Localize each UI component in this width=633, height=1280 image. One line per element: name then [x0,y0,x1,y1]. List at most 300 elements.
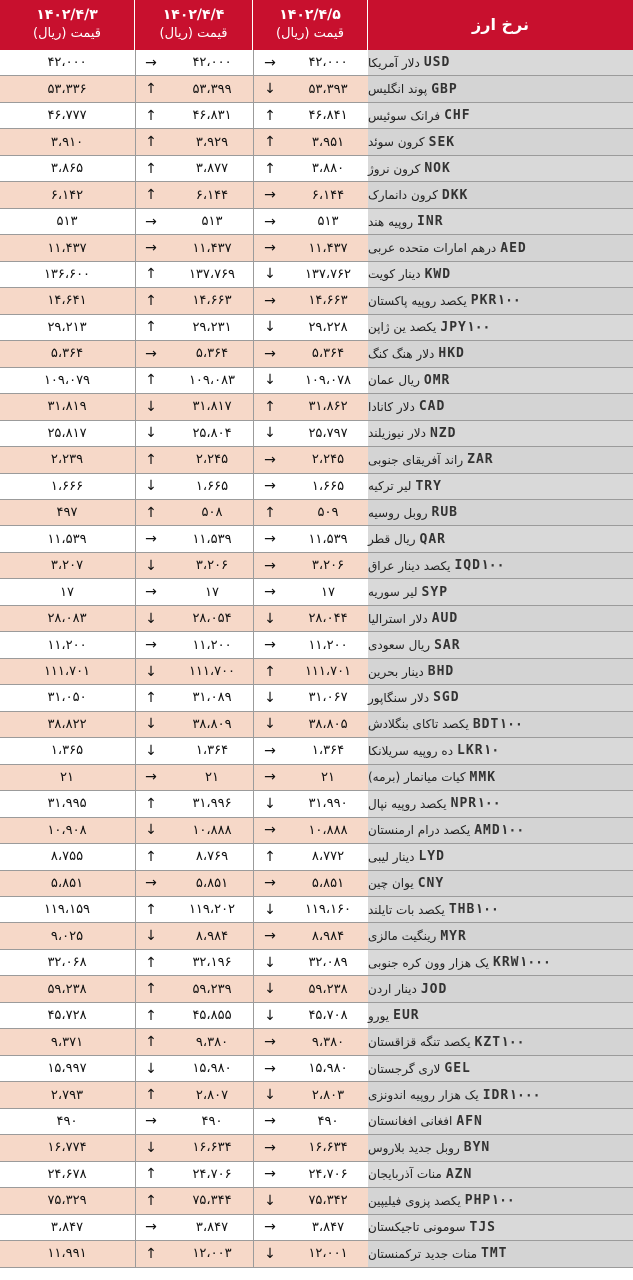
trend-arrow-icon: ↑ [264,134,276,151]
trend-arrow-icon: ↓ [264,425,276,442]
trend-arrow-icon: ↓ [264,372,276,389]
price-day1: ۱۵،۹۸۰ [308,1061,348,1077]
column-divider [253,156,254,181]
price-day1: ۱۱،۴۳۷ [308,240,348,256]
price-day1: ۳۸،۸۰۵ [308,716,348,732]
price-day1: ۲۵،۷۹۷ [308,425,348,441]
price-day1: ۵۰۹ [317,505,339,521]
currency-code: KZT۱۰۰ [474,1034,525,1050]
price-day2: ۳۲،۱۹۶ [192,955,232,971]
table-row [0,712,633,738]
column-divider [253,50,254,75]
currency-name: یوان چین [368,876,414,891]
price-day1: ۱۱،۲۰۰ [308,637,348,653]
trend-arrow-icon: → [145,345,157,362]
currency-code: DKK [441,187,469,203]
currency-name-cell [368,1029,633,1054]
currency-name-cell [368,632,633,657]
trend-arrow-icon: ↑ [145,1007,157,1024]
price-day3: ۵۱۳ [56,214,78,230]
trend-arrow-icon: ↑ [145,319,157,336]
price-day1: ۱۶،۶۳۴ [308,1140,348,1156]
column-divider [253,791,254,816]
price-day1: ۱۰۹،۰۷۸ [304,372,352,388]
currency-name: دلار استرالیا [368,611,428,626]
currency-name-cell [368,526,633,551]
column-divider [253,526,254,551]
currency-code: BHD [427,664,455,680]
currency-name-cell [368,1162,633,1187]
trend-arrow-icon: ↑ [264,663,276,680]
column-divider [253,315,254,340]
table-row [0,1003,633,1029]
currency-code: MYR [440,928,467,944]
currency-name-cell [368,262,633,287]
header-unit-1: قیمت (ریال) [276,26,344,41]
currency-code: ZAR [467,452,494,468]
currency-name: درهم امارات متحده عربی [368,241,497,256]
trend-arrow-icon: ↑ [145,981,157,998]
currency-name-cell [368,368,633,393]
trend-arrow-icon: ↑ [264,504,276,521]
price-day1: ۸،۷۷۲ [311,849,345,865]
trend-arrow-icon: ↓ [264,1087,276,1104]
currency-name-cell [368,182,633,207]
price-day2: ۸،۷۶۹ [195,849,229,865]
price-day1: ۳،۲۰۶ [311,558,345,574]
currency-code: MMK [469,769,497,785]
currency-name: لیر ترکیه [368,479,412,494]
currency-code: BDT۱۰۰ [472,716,523,732]
table-row [0,844,633,870]
header-date-2-text: ۱۴۰۲/۴/۴ [162,7,225,23]
table-row [0,632,633,658]
trend-arrow-icon: ↓ [145,425,157,442]
price-day2: ۱۱،۵۳۹ [192,531,232,547]
price-day1: ۳۱،۸۶۲ [308,399,348,415]
column-divider [253,738,254,763]
price-day2: ۱۱،۲۰۰ [192,637,232,653]
price-day3: ۴۹۷ [56,505,78,521]
table-row [0,262,633,288]
price-day1: ۵۳،۳۹۳ [308,81,348,97]
price-day1: ۲۸،۰۴۴ [308,611,348,627]
trend-arrow-icon: → [264,478,276,495]
table-row [0,421,633,447]
currency-code: GBP [431,81,458,97]
currency-code: LKR۱۰ [457,743,500,759]
price-day2: ۱۵،۹۸۰ [192,1061,232,1077]
column-divider [253,394,254,419]
price-day2: ۵۰۸ [201,505,223,521]
price-day3: ۳،۹۱۰ [50,134,84,150]
price-day1: ۱۲،۰۰۱ [308,1246,348,1262]
table-row [0,897,633,923]
column-divider [253,1003,254,1028]
price-day2: ۳،۲۰۶ [195,558,229,574]
trend-arrow-icon: ↑ [145,292,157,309]
price-day3: ۱۶،۷۷۴ [47,1140,87,1156]
table-row [0,1241,633,1267]
header-date-1-text: ۱۴۰۲/۴/۵ [279,7,341,23]
currency-name: ده روپیه سریلانکا [368,743,454,758]
currency-name-cell [368,288,633,313]
price-day3: ۸،۷۵۵ [50,849,84,865]
trend-arrow-icon: ↑ [145,81,157,98]
price-day3: ۹،۳۷۱ [50,1034,84,1050]
header-title [368,0,633,50]
table-row [0,235,633,261]
column-divider [253,871,254,896]
trend-arrow-icon: ↓ [264,1007,276,1024]
price-day2: ۱۰۹،۰۸۳ [188,372,236,388]
price-day2: ۳۱،۹۹۶ [192,796,232,812]
price-day2: ۵،۸۵۱ [195,875,229,891]
table-row [0,659,633,685]
column-divider [253,1135,254,1160]
price-day3: ۴۹۰ [56,1113,78,1129]
trend-arrow-icon: → [264,345,276,362]
trend-arrow-icon: → [264,1219,276,1236]
price-day3: ۹،۰۲۵ [50,928,84,944]
trend-arrow-icon: ↑ [264,107,276,124]
trend-arrow-icon: ↓ [264,954,276,971]
currency-code: RUB [431,505,459,521]
currency-name: یکصد تاکای بنگلادش [368,717,469,732]
trend-arrow-icon: → [264,1060,276,1077]
currency-name: یکصد درام ارمنستان [368,823,471,838]
price-day2: ۴۶،۸۳۱ [192,108,232,124]
trend-arrow-icon: ↓ [264,81,276,98]
column-divider [253,182,254,207]
trend-arrow-icon: → [145,1219,157,1236]
trend-arrow-icon: → [264,1034,276,1051]
price-day1: ۹،۳۸۰ [311,1034,345,1050]
trend-arrow-icon: ↑ [145,160,157,177]
currency-name: یکصد بات تایلند [368,902,445,917]
currency-name: دلار هنگ کنگ [368,346,435,361]
column-divider [253,1188,254,1213]
trend-arrow-icon: → [264,187,276,204]
currency-name-cell [368,765,633,790]
column-divider [253,606,254,631]
column-divider [253,421,254,446]
price-day1: ۱۳۷،۷۶۲ [304,266,352,282]
price-day3: ۳۱،۹۹۵ [47,796,87,812]
currency-code: PHP۱۰۰ [464,1193,515,1209]
price-day1: ۸،۹۸۴ [311,928,345,944]
price-day3: ۱۱،۵۳۹ [47,531,87,547]
table-row [0,315,633,341]
column-divider [253,553,254,578]
price-day2: ۲،۲۴۵ [195,452,229,468]
trend-arrow-icon: ↓ [145,822,157,839]
trend-arrow-icon: → [145,1113,157,1130]
currency-name: لیر سوریه [368,585,418,600]
trend-arrow-icon: ↓ [145,1139,157,1156]
price-day2: ۵،۳۶۴ [195,346,229,362]
currency-code: AFN [456,1113,483,1129]
price-day2: ۱۷ [205,584,219,600]
trend-arrow-icon: ↓ [264,795,276,812]
column-divider [253,1215,254,1240]
column-divider [253,685,254,710]
trend-arrow-icon: ↓ [264,901,276,918]
currency-name-cell [368,129,633,154]
currency-name-cell [368,394,633,419]
currency-name-cell [368,1056,633,1081]
table-row [0,368,633,394]
trend-arrow-icon: ↓ [145,716,157,733]
table-row [0,871,633,897]
price-day2: ۳،۸۷۷ [195,161,229,177]
price-day3: ۱۱۹،۱۵۹ [43,902,91,918]
table-row [0,129,633,155]
currency-name: سومونی تاجیکستان [368,1220,466,1235]
table-row [0,1056,633,1082]
table-row [0,1162,633,1188]
trend-arrow-icon: → [145,875,157,892]
trend-arrow-icon: → [264,1113,276,1130]
price-day1: ۵،۳۶۴ [311,346,345,362]
price-day2: ۲،۸۰۷ [195,1087,229,1103]
price-day3: ۱۱،۹۹۱ [47,1246,87,1262]
trend-arrow-icon: → [145,240,157,257]
currency-name-cell [368,923,633,948]
price-day2: ۱۱،۴۳۷ [192,240,232,256]
trend-arrow-icon: ↓ [145,398,157,415]
column-divider [253,1082,254,1107]
currency-name: یکصد روپیه پاکستان [368,293,467,308]
table-row [0,50,633,76]
currency-name: دینار لیبی [368,849,415,864]
price-day1: ۳،۸۸۰ [311,161,345,177]
price-day1: ۶،۱۴۴ [311,187,345,203]
table-row [0,685,633,711]
column-divider [253,288,254,313]
trend-arrow-icon: → [264,875,276,892]
trend-arrow-icon: ↓ [145,742,157,759]
currency-code: AZN [445,1166,473,1182]
header-title-text: نرخ ارز [472,15,529,34]
table-row [0,526,633,552]
currency-name: دلار آمریکا [368,55,420,70]
trend-arrow-icon: ↓ [145,1060,157,1077]
price-day1: ۳،۹۵۱ [311,134,345,150]
currency-name: یکصد روپیه نپال [368,796,447,811]
currency-name-cell [368,844,633,869]
currency-code: BYN [463,1140,491,1156]
price-day3: ۱۳۶،۶۰۰ [43,266,91,282]
currency-name-cell [368,897,633,922]
price-day3: ۲۸،۰۸۳ [47,611,87,627]
trend-arrow-icon: → [264,557,276,574]
currency-code: JOD [420,981,448,997]
price-day2: ۱،۶۶۵ [195,478,229,494]
trend-arrow-icon: → [264,213,276,230]
trend-arrow-icon: ↓ [264,689,276,706]
currency-name-cell [368,1215,633,1240]
trend-arrow-icon: ↓ [264,1192,276,1209]
currency-name-cell [368,1003,633,1028]
price-day3: ۳۱،۸۱۹ [47,399,87,415]
trend-arrow-icon: ↓ [264,319,276,336]
trend-arrow-icon: → [264,531,276,548]
column-divider [253,1029,254,1054]
currency-name: یکصد تنگه قزاقستان [368,1035,471,1050]
column-divider [253,632,254,657]
currency-code: SEK [428,134,456,150]
currency-name-cell [368,1135,633,1160]
trend-arrow-icon: ↑ [145,134,157,151]
price-day1: ۱۱۹،۱۶۰ [304,902,352,918]
currency-name-cell [368,791,633,816]
price-day2: ۲۴،۷۰۶ [192,1166,232,1182]
trend-arrow-icon: ↑ [145,1245,157,1262]
currency-code: IQD۱۰۰ [454,558,505,574]
price-day3: ۳،۲۰۷ [50,558,84,574]
rates-table [0,50,633,1268]
trend-arrow-icon: ↑ [145,266,157,283]
trend-arrow-icon: ↑ [145,1087,157,1104]
price-day1: ۱۰،۸۸۸ [308,822,348,838]
trend-arrow-icon: → [264,1166,276,1183]
currency-name: افغانی افغانستان [368,1114,453,1129]
price-day1: ۴۲،۰۰۰ [308,55,348,71]
currency-name-cell [368,103,633,128]
currency-code: OMR [423,372,451,388]
header-date-3 [0,0,135,50]
column-divider [253,341,254,366]
price-day3: ۲۱ [60,769,74,785]
price-day2: ۳،۹۲۹ [195,134,229,150]
column-divider [253,103,254,128]
price-day1: ۴۵،۷۰۸ [308,1008,348,1024]
price-day2: ۲۸،۰۵۴ [192,611,232,627]
currency-name-cell [368,871,633,896]
trend-arrow-icon: → [145,213,157,230]
currency-name-cell [368,976,633,1001]
price-day3: ۳۲،۰۶۸ [47,955,87,971]
trend-arrow-icon: → [264,1139,276,1156]
price-day3: ۱۷ [60,584,74,600]
column-divider [253,712,254,737]
currency-name: یک هزار وون کره جنوبی [368,955,490,970]
currency-name: پوند انگلیس [368,82,428,97]
column-divider [253,474,254,499]
currency-code: CNY [417,875,445,891]
price-day1: ۱۴،۶۶۳ [308,293,348,309]
price-day1: ۳۲،۰۸۹ [308,955,348,971]
price-day1: ۴۹۰ [317,1113,339,1129]
price-day1: ۲۴،۷۰۶ [308,1166,348,1182]
trend-arrow-icon: ↑ [145,372,157,389]
currency-code: CAD [418,399,446,415]
price-day1: ۵،۸۵۱ [311,875,345,891]
price-day2: ۴۹۰ [201,1113,223,1129]
currency-name-cell [368,738,633,763]
price-day1: ۳،۸۴۷ [311,1219,345,1235]
trend-arrow-icon: → [264,240,276,257]
price-day3: ۵،۳۶۴ [50,346,84,362]
price-day3: ۶،۱۴۲ [50,187,84,203]
currency-name: دینار بحرین [368,664,424,679]
price-day2: ۷۵،۳۴۴ [192,1193,232,1209]
price-day3: ۱۱،۴۳۷ [47,240,87,256]
trend-arrow-icon: ↓ [145,928,157,945]
currency-name-cell [368,659,633,684]
price-day1: ۵۱۳ [317,214,339,230]
currency-name-cell [368,1188,633,1213]
currency-name: دینار اردن [368,982,417,997]
currency-code: CHF [444,108,471,124]
table-row [0,923,633,949]
currency-code: AED [500,240,527,256]
price-day3: ۱۵،۹۹۷ [47,1061,87,1077]
price-day2: ۴۲،۰۰۰ [192,55,232,71]
trend-arrow-icon: → [264,292,276,309]
trend-arrow-icon: ↑ [145,795,157,812]
currency-code: SAR [434,637,461,653]
currency-name: دینار کویت [368,267,421,282]
currency-code: TRY [415,478,442,494]
currency-name-cell [368,1082,633,1107]
column-divider [253,1162,254,1187]
column-divider [253,950,254,975]
price-day3: ۴۲،۰۰۰ [47,55,87,71]
trend-arrow-icon: ↓ [145,610,157,627]
trend-arrow-icon: → [264,769,276,786]
trend-arrow-icon: → [264,584,276,601]
currency-code: NOK [424,161,451,177]
currency-name-cell [368,553,633,578]
currency-name: یورو [368,1008,390,1023]
table-row [0,579,633,605]
trend-arrow-icon: ↓ [145,557,157,574]
price-day2: ۳،۸۴۷ [195,1219,229,1235]
currency-name: کرون نروژ [368,161,421,176]
currency-code: SYP [421,584,449,600]
column-divider [253,579,254,604]
price-day2: ۱۱۱،۷۰۰ [188,664,236,680]
column-divider [253,818,254,843]
currency-name-cell [368,950,633,975]
price-day3: ۳۱،۰۵۰ [47,690,87,706]
price-day3: ۵۳،۳۳۶ [47,81,87,97]
column-divider [253,1109,254,1134]
trend-arrow-icon: → [145,584,157,601]
price-day2: ۳۱،۸۱۷ [192,399,232,415]
trend-arrow-icon: ↑ [145,1034,157,1051]
header-date-1 [253,0,368,50]
price-day1: ۳۱،۰۶۷ [308,690,348,706]
trend-arrow-icon: → [264,742,276,759]
price-day2: ۲۹،۲۳۱ [192,319,232,335]
currency-code: AUD [431,611,459,627]
price-day3: ۱۴،۶۴۱ [47,293,87,309]
currency-code: TMT [481,1246,508,1262]
currency-code: AMD۱۰۰ [474,822,525,838]
column-divider [253,976,254,1001]
currency-code: PKR۱۰۰ [470,293,521,309]
currency-code: QAR [419,531,447,547]
table-row [0,76,633,102]
trend-arrow-icon: → [145,637,157,654]
price-day2: ۹،۳۸۰ [195,1034,229,1050]
currency-code: TJS [469,1219,496,1235]
price-day2: ۲۱ [205,769,219,785]
trend-arrow-icon: ↓ [264,716,276,733]
